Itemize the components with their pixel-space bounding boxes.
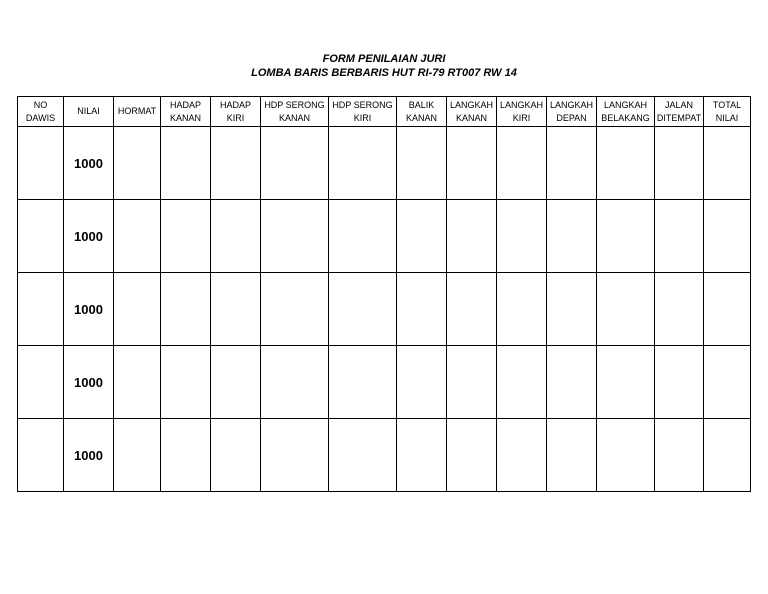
score-cell[interactable]: [18, 200, 64, 273]
score-cell[interactable]: [397, 127, 447, 200]
column-header-line2: DEPAN: [556, 112, 587, 123]
score-cell[interactable]: [261, 200, 329, 273]
column-header: [161, 97, 211, 127]
score-cell[interactable]: [211, 419, 261, 492]
column-header-line1: JALAN: [664, 99, 693, 110]
score-cell[interactable]: [655, 273, 704, 346]
score-cell[interactable]: [704, 346, 751, 419]
score-cell[interactable]: [704, 419, 751, 492]
column-header-line2: KIRI: [512, 112, 531, 123]
score-cell[interactable]: [161, 127, 211, 200]
column-header: [547, 97, 597, 127]
score-cell[interactable]: [655, 419, 704, 492]
nilai-cell: 1000: [64, 419, 114, 492]
nilai-cell: 1000: [64, 200, 114, 273]
score-cell[interactable]: [597, 200, 655, 273]
score-cell[interactable]: [211, 273, 261, 346]
column-header: [704, 97, 751, 127]
score-cell[interactable]: [397, 346, 447, 419]
column-header: [211, 97, 261, 127]
score-cell[interactable]: [114, 346, 161, 419]
score-cell[interactable]: [18, 419, 64, 492]
form-subtitle: LOMBA BARIS BERBARIS HUT RI-79 RT007 RW 14: [251, 67, 517, 79]
header-row: [18, 97, 751, 127]
score-cell[interactable]: [497, 273, 547, 346]
column-header-line1: LANGKAH: [603, 99, 647, 110]
score-cell[interactable]: [655, 127, 704, 200]
column-header: [329, 97, 397, 127]
column-header-line1: LANGKAH: [449, 99, 493, 110]
score-cell[interactable]: [161, 346, 211, 419]
score-cell[interactable]: [497, 127, 547, 200]
column-header-line1: BALIK: [408, 99, 435, 110]
score-cell[interactable]: [597, 273, 655, 346]
score-cell[interactable]: [597, 419, 655, 492]
score-cell[interactable]: [161, 200, 211, 273]
table-row: [18, 346, 751, 419]
column-header-line1: LANGKAH: [549, 99, 593, 110]
column-header-line1: NILAI: [77, 106, 100, 116]
scoring-table: [17, 96, 751, 492]
score-cell[interactable]: [18, 273, 64, 346]
column-header-line1: HDP SERONG: [264, 99, 325, 110]
column-header: [655, 97, 704, 127]
column-header: [497, 97, 547, 127]
column-header: [447, 97, 497, 127]
score-cell[interactable]: [447, 200, 497, 273]
form-title: FORM PENILAIAN JURI: [322, 53, 446, 65]
column-header-line2: DAWIS: [25, 112, 56, 123]
score-cell[interactable]: [329, 346, 397, 419]
column-header-line1: NO: [33, 99, 48, 110]
column-header-line2: KANAN: [455, 112, 487, 123]
column-header-line2: KANAN: [169, 112, 201, 123]
score-cell[interactable]: [704, 200, 751, 273]
column-header: [597, 97, 655, 127]
score-cell[interactable]: [211, 200, 261, 273]
score-cell[interactable]: [397, 273, 447, 346]
column-header-line2: NILAI: [715, 112, 739, 123]
score-cell[interactable]: [18, 346, 64, 419]
score-cell[interactable]: [329, 419, 397, 492]
score-cell[interactable]: [329, 273, 397, 346]
column-header-line1: HADAP: [169, 99, 201, 110]
table-row: [18, 127, 751, 200]
column-header-line2: KIRI: [353, 112, 372, 123]
column-header-line2: KANAN: [405, 112, 437, 123]
table-row: [18, 419, 751, 492]
score-cell[interactable]: [547, 346, 597, 419]
score-cell[interactable]: [497, 346, 547, 419]
column-header-line2: BELAKANG: [601, 112, 650, 123]
score-cell[interactable]: [704, 127, 751, 200]
score-cell[interactable]: [18, 127, 64, 200]
score-cell[interactable]: [329, 200, 397, 273]
score-cell[interactable]: [597, 346, 655, 419]
score-cell[interactable]: [447, 346, 497, 419]
score-cell[interactable]: [329, 127, 397, 200]
score-cell[interactable]: [547, 200, 597, 273]
score-cell[interactable]: [211, 346, 261, 419]
score-cell[interactable]: [447, 127, 497, 200]
nilai-cell: 1000: [64, 127, 114, 200]
table-row: [18, 200, 751, 273]
column-header-line1: TOTAL: [712, 99, 742, 110]
score-cell[interactable]: [497, 419, 547, 492]
column-header-line1: HDP SERONG: [332, 99, 393, 110]
column-header: [64, 97, 114, 127]
score-cell[interactable]: [161, 273, 211, 346]
score-cell[interactable]: [114, 273, 161, 346]
score-cell[interactable]: [597, 127, 655, 200]
column-header-line2: KIRI: [226, 112, 245, 123]
nilai-cell: 1000: [64, 346, 114, 419]
score-cell[interactable]: [397, 419, 447, 492]
column-header-line2: DITEMPAT: [656, 112, 702, 123]
score-cell[interactable]: [114, 200, 161, 273]
column-header: [397, 97, 447, 127]
column-header-line1: LANGKAH: [499, 99, 543, 110]
column-header-line1: HORMAT: [117, 106, 157, 116]
score-cell[interactable]: [547, 419, 597, 492]
score-cell[interactable]: [704, 273, 751, 346]
score-cell[interactable]: [655, 346, 704, 419]
column-header-line2: KANAN: [278, 112, 310, 123]
score-cell[interactable]: [114, 127, 161, 200]
score-cell[interactable]: [161, 419, 211, 492]
column-header: [261, 97, 329, 127]
score-cell[interactable]: [261, 127, 329, 200]
score-cell[interactable]: [114, 419, 161, 492]
score-cell[interactable]: [261, 273, 329, 346]
score-cell[interactable]: [397, 200, 447, 273]
nilai-cell: 1000: [64, 273, 114, 346]
column-header-line1: HADAP: [219, 99, 251, 110]
score-cell[interactable]: [211, 127, 261, 200]
score-cell[interactable]: [261, 419, 329, 492]
score-cell[interactable]: [447, 273, 497, 346]
column-header: [18, 97, 64, 127]
score-cell[interactable]: [655, 200, 704, 273]
score-cell[interactable]: [497, 200, 547, 273]
score-cell[interactable]: [261, 346, 329, 419]
score-cell[interactable]: [447, 419, 497, 492]
score-cell[interactable]: [547, 127, 597, 200]
score-cell[interactable]: [547, 273, 597, 346]
table-row: [18, 273, 751, 346]
column-header: [114, 97, 161, 127]
